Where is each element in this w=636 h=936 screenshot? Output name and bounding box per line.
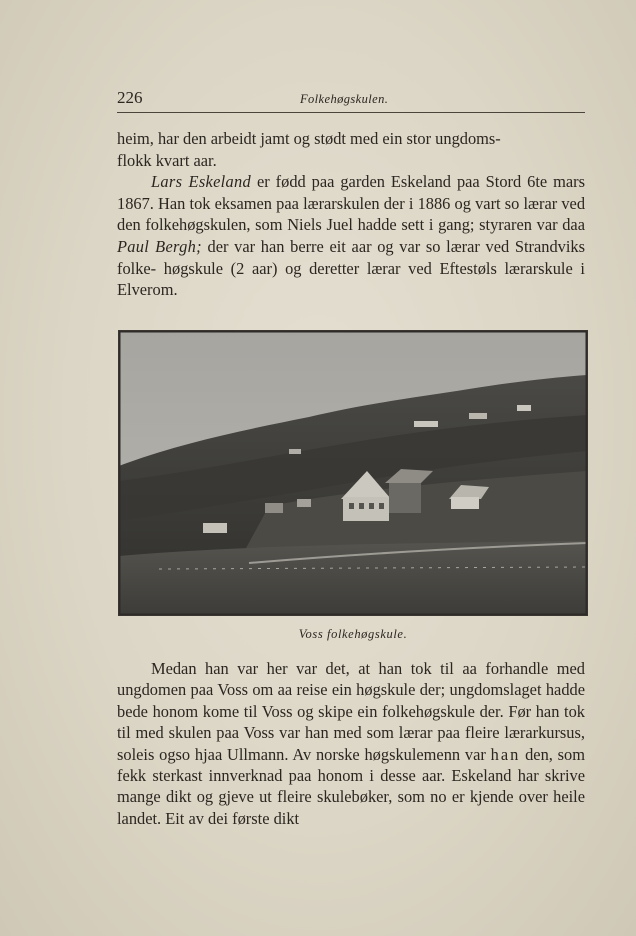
paragraph-voss — [117, 658, 585, 829]
page-number: 226 — [117, 88, 143, 107]
text-line: ein folkehøgskule der. Før han tok til med skulen paa Voss — [117, 701, 585, 743]
person-name-lars-eskeland: Lars Eskeland — [151, 172, 252, 192]
foreground-field — [119, 541, 587, 615]
text-line: var han berre eit aar og var so lærar ved Strandviks folke- — [117, 236, 586, 278]
text-line: ungdomslaget hadde bede honom kome til Voss og skipe — [117, 680, 585, 721]
text-line: heim, har den arbeidt jamt og stødt med ein stor ungdoms- — [117, 129, 501, 148]
paragraph-continuation — [117, 128, 585, 171]
text-line: høgskule (2 aar) og deretter lærar ved Eftestøls lærarskule — [163, 258, 573, 278]
figure-caption: Voss folkehøgskule. — [298, 627, 408, 641]
photograph-drawing — [119, 331, 587, 615]
text-run: der — [201, 236, 229, 256]
text-line: 6te mars 1867. Han tok eksamen paa lærarskulen der i — [117, 172, 585, 213]
text-line: i Elverom. — [117, 258, 585, 300]
text-line: flokk kvart aar. — [117, 150, 217, 170]
text-run: den, som — [520, 744, 585, 764]
photograph-voss-folkehogskule — [118, 330, 588, 616]
paragraph-eskeland — [117, 171, 585, 301]
text-line: fekk sterkast innverknad paa honom i desse aar. Eskeland — [117, 766, 512, 786]
text-line: har skrive mange dikt og gjeve ut fleire skulebøker, som — [117, 766, 585, 807]
text-run: Juel hadde sett i gang; styraren var daa — [326, 215, 585, 235]
text-line: no er kjende over heile landet. Eit av dei første dikt — [117, 787, 585, 828]
text-line: med ungdomen paa Voss om aa reise ein høgskule der; — [117, 659, 585, 700]
text-line: Medan han var her var det, at han tok til aa forhandle — [151, 659, 549, 678]
text-line: var han med som lærar paa fleire lærarkursus, soleis ogso — [117, 723, 585, 764]
emphasis-spaced: han — [490, 744, 521, 764]
text-line: 1886 og vart so lærar ved den folkehøgskulen, som Niels — [117, 193, 586, 235]
top-text-block — [117, 128, 585, 301]
text-run: hjaa Ullmann. Av norske høgskulemenn var — [194, 744, 491, 764]
running-head — [117, 86, 585, 113]
bottom-text-block — [117, 658, 585, 829]
person-name-paul-bergh: Paul Bergh; — [117, 236, 202, 256]
text-run: er fødd paa garden Eskeland paa Stord — [251, 172, 522, 192]
running-title: Folkehøgskulen. — [300, 92, 389, 106]
